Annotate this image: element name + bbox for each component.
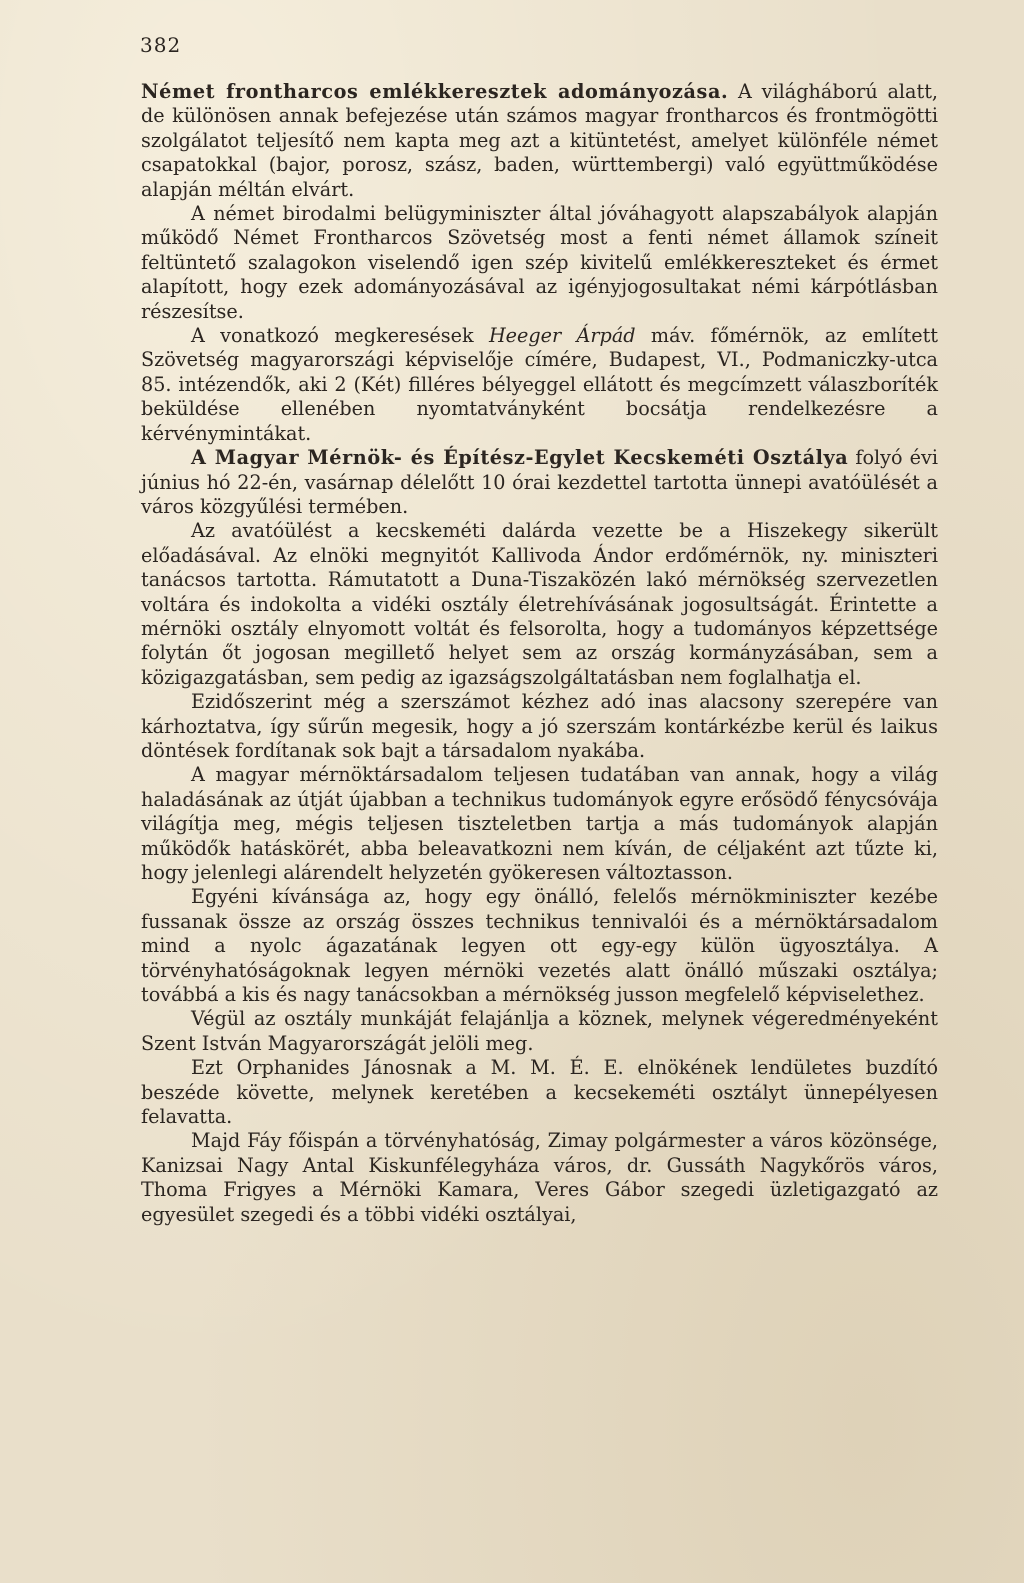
paragraph-3 xyxy=(141,324,938,446)
paragraph-8: Egyéni kívánsága az, hogy egy önálló, felelős mérnökminiszter kezébe fussanak össze az ország összes technikus tennivalói és a mérnöktársadalom mind a nyolc ágazatának legyen ott egy-egy külön ügyosztálya. A törvényhatóságoknak legyen mérnöki vezetés alatt önálló műszaki osztálya; továbbá a kis és nagy tanácsokban a mérnökség jusson megfelelő képviselethez. xyxy=(141,885,938,1007)
paragraph-10: Ezt Orphanides Jánosnak a M. M. É. E. elnökének lendületes buzdító beszéde követte, melynek keretében a kecsekeméti osztályt ünnepélyesen felavatta. xyxy=(141,1056,938,1129)
paragraph-text: A vonatkozó megkeresések xyxy=(191,324,489,348)
paragraph-text: folyó évi június hó 22-én, vasárnap délelőtt 10 órai kezdettel tartotta ünnepi avatóülését a város közgyűlési termében. xyxy=(141,446,939,518)
paragraph-1 xyxy=(141,80,938,202)
paragraph-6: Ezidőszerint még a szerszámot kézhez adó inas alacsony szerepére van kárhoztatva, így sűrűn megesik, hogy a jó szerszám kontárkézbe kerül és laikus döntések fordítanak sok bajt a társadalom nyakába. xyxy=(141,690,938,762)
paragraph-7: A magyar mérnöktársadalom teljesen tudatában van annak, hogy a világ haladásának az útját újabban a technikus tudományok egyre erősödő fénycsóvája világítja meg, mégis teljesen tiszteletben tartja a más tudományok alapján működők hatáskörét, abba beleavatkozni nem kíván, de céljaként azt tűzte ki, hogy jelenlegi alárendelt helyzetén gyökeresen változtasson. xyxy=(141,763,938,884)
section-heading: Német frontharcos emlékkeresztek adományozása. xyxy=(141,80,729,103)
paragraph-9: Végül az osztály munkáját felajánlja a köznek, melynek végeredményeként Szent István Magyarországát jelöli meg. xyxy=(141,1007,938,1055)
paragraph-5: Az avatóülést a kecskeméti dalárda vezette be a Hiszekegy sikerült előadásával. Az elnöki megnyitót Kallivoda Ándor erdőmérnök, ny. miniszteri tanácsos tartotta. Rámutatott a Duna-Tiszaközén lakó mérnökség szervezetlen voltára és indokolta a vidéki osztály életrehívásának jogosultságát. Érintette a mérnöki osztály elnyomott voltát és felsorolta, hogy a tudományos képzettsége folytán őt jogosan megillető helyet sem az ország kormányzásában, sem a közigazgatásban, sem pedig az igazságszolgáltatásban nem foglalhatja el. xyxy=(141,519,938,689)
paragraph-11: Majd Fáy főispán a törvényhatóság, Zimay polgármester a város közönsége, Kanizsai Nagy Antal Kiskunfélegyháza város, dr. Gussáth Nagykőrös város, Thoma Frigyes a Mérnöki Kamara, Veres Gábor szegedi üzletigazgató az egyesület szegedi és a többi vidéki osztályai, xyxy=(141,1129,938,1226)
section-heading: A Magyar Mérnök- és Építész-Egylet Kecskeméti Osztálya xyxy=(191,446,849,470)
paragraph-4 xyxy=(141,446,938,519)
page-number: 382 xyxy=(140,33,182,57)
paragraph-text: máv. főmérnök, az említett Szövetség magyarországi képviselője címére, Budapest, VI., Podmaniczky-utca 85. intézendők, aki 2 (Két) filléres bélyeggel ellátott és megcímzett válaszboríték beküldése ellenében nyomtatványként bocsátja rendelkezésre a kérvénymintákat. xyxy=(141,324,938,445)
paragraph-text: A világháború alatt, de különösen annak befejezése után számos magyar frontharcos és frontmögötti szolgálatot teljesítő nem kapta meg azt a kitüntetést, amelyet különféle német csapatokkal (bajor, porosz, szász, baden, württembergi) való együttműködése alapján méltán elvárt. xyxy=(141,80,938,201)
person-name: Heeger Árpád xyxy=(488,324,636,348)
paragraph-2: A német birodalmi belügyminiszter által jóváhagyott alapszabályok alapján működő Német Frontharcos Szövetség most a fenti német államok színeit feltüntető szalagokon viselendő igen szép kivitelű emlékkereszteket és érmet alapított, hogy ezek adományozásával az igényjogosultakat némi kárpótlásban részesítse. xyxy=(141,202,938,323)
article-body xyxy=(141,80,938,1227)
